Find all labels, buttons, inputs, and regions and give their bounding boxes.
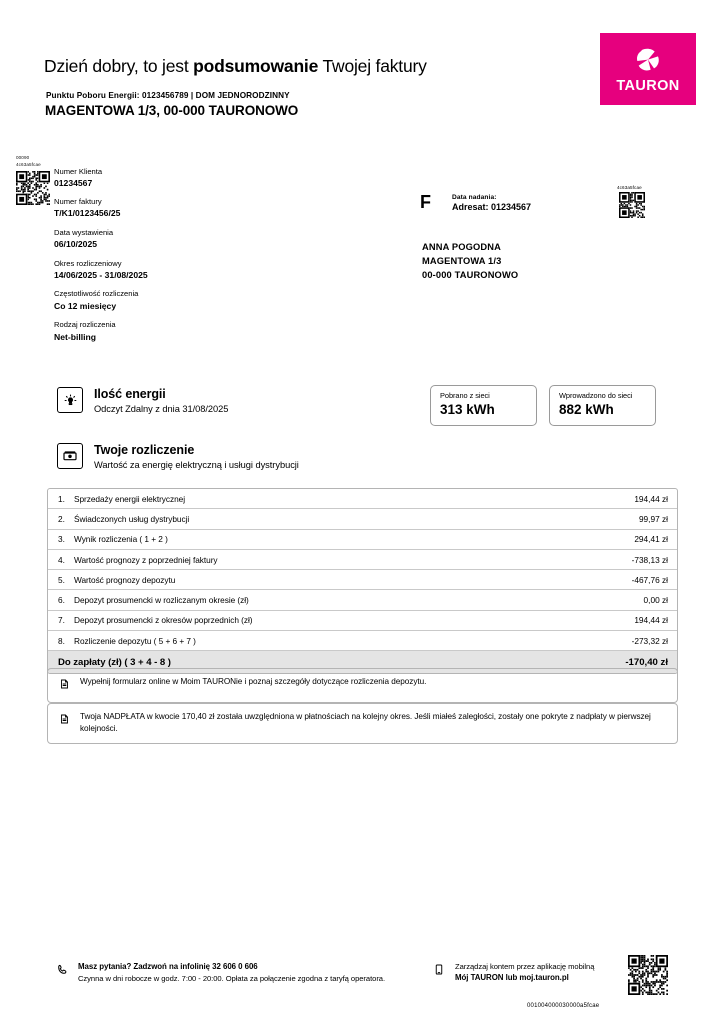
table-row [48,611,677,631]
table-row [48,570,677,590]
ppe-line: Punktu Poboru Energii: 0123456789 | DOM JEDNORODZINNY [46,91,290,100]
mail-class-mark: F [420,192,431,212]
row-amount: 99,97 zł [638,513,668,524]
detail-label: Data wystawienia [54,227,114,237]
mail-send-info [452,194,531,212]
phone-icon [56,962,71,983]
detail-billing-period [54,258,204,282]
title-emphasis: podsumowanie [193,56,319,76]
table-row [48,550,677,570]
footer-app-label: Zarządzaj kontem przez aplikację mobilną [455,962,595,971]
recipient-city: 00-000 TAURONOWO [422,269,519,280]
row-amount: 0,00 zł [643,595,668,606]
left-qr-code [16,171,50,205]
note-overpayment [47,703,678,744]
mobile-icon [433,962,448,982]
left-qr-caption [16,155,41,168]
table-row [48,530,677,550]
footer-contact-text [78,962,385,983]
detail-customer-number [54,166,204,190]
right-qr-caption: 4c63a5fcae [617,185,642,190]
right-qr-code [619,192,645,218]
page-title [44,56,427,77]
energy-title: Ilość energii [94,387,166,401]
detail-invoice-number [54,196,204,220]
addressee-number: Adresat: 01234567 [452,202,532,212]
detail-value: 14/06/2025 - 31/08/2025 [54,269,148,280]
footer-barcode-number: 001004000030000a5fcae [527,1003,600,1009]
row-amount: 194,44 zł [634,615,668,626]
footer-contact [56,962,385,983]
document-icon [58,711,72,730]
energy-section-header [57,387,228,414]
footer-qr-code [628,955,668,995]
send-date-label: Data nadania: [452,194,497,201]
note-text: Twoja NADPŁATA w kwocie 170,40 zł została uwzględniona w płatnościach na kolejny okres. Jeśli miałeś zaległości, zostały one pokryte z nadpłaty w pierwszej kolejności. [80,712,651,734]
energy-subtitle: Odczyt Zdalny z dnia 31/08/2025 [94,404,229,415]
detail-issue-date [54,227,204,251]
row-description: Rozliczenie depozytu ( 5 + 6 + 7 ) [74,635,196,646]
row-description: Depozyt prosumencki w rozliczanym okresie (zł) [74,595,249,606]
energy-fed-label: Wprowadzono do sieci [559,391,633,400]
footer-phone-hours: Czynna w dni robocze w godz. 7:00 - 20:00. Opłata za połączenie zgodna z taryfą operatora. [78,974,386,983]
total-description: Do zapłaty (zł) ( 3 + 4 - 8 ) [58,656,171,668]
row-number: 1. [58,493,65,504]
row-amount: -467,76 zł [631,574,668,585]
row-amount: 194,44 zł [634,493,668,504]
energy-fed-value: 882 kWh [559,402,614,417]
row-number: 2. [58,513,65,524]
footer-phone: Masz pytania? Zadzwoń na infolinię 32 606 0 606 [78,962,258,971]
recipient-address [422,241,518,282]
pinwheel-icon [631,45,665,75]
document-icon [58,676,72,695]
detail-label: Okres rozliczeniowy [54,258,122,268]
row-description: Wartość prognozy z poprzedniej faktury [74,554,218,565]
lightbulb-icon [57,387,83,413]
row-description: Wynik rozliczenia ( 1 + 2 ) [74,534,168,545]
table-row [48,631,677,651]
energy-taken-box [430,385,537,426]
total-amount: -170,40 zł [625,656,668,668]
detail-billing-frequency [54,288,204,312]
billing-table [47,488,678,674]
table-row [48,509,677,529]
service-address: MAGENTOWA 1/3, 00-000 TAURONOWO [45,103,299,118]
energy-section-text [94,387,228,414]
invoice-details [54,166,204,350]
banknote-icon [57,443,83,469]
left-qr-caption-line2: 4c63a5fcae [16,161,41,167]
recipient-street: MAGENTOWA 1/3 [422,255,502,266]
row-description: Sprzedaży energii elektrycznej [74,493,186,504]
energy-taken-label: Pobrano z sieci [440,391,490,400]
footer-app [433,962,594,982]
footer-app-name: Mój TAURON lub moj.tauron.pl [455,973,569,982]
recipient-name: ANNA POGODNA [422,242,501,252]
energy-taken-value: 313 kWh [440,402,495,417]
note-deposit-form [47,668,678,703]
detail-value: Net-billing [54,331,97,342]
note-text: Wypełnij formularz online w Moim TAURONie i poznaj szczegóły dotyczące rozliczenia depozytu. [80,677,427,686]
row-number: 8. [58,635,65,646]
detail-value: 06/10/2025 [54,239,98,250]
logo-text: TAURON [616,77,680,94]
settlement-subtitle: Wartość za energię elektryczną i usługi dystrybucji [94,460,299,471]
detail-label: Numer Klienta [54,167,103,176]
row-amount: -738,13 zł [631,554,668,565]
detail-value: 01234567 [54,178,93,189]
row-description: Depozyt prosumencki z okresów poprzednich (zł) [74,615,253,626]
row-number: 6. [58,595,65,606]
settlement-section-header [57,443,299,470]
title-part-1: Dzień dobry, to jest [44,56,194,76]
detail-billing-type [54,319,204,343]
row-number: 3. [58,534,65,545]
tauron-logo [600,33,696,105]
row-number: 7. [58,615,65,626]
row-number: 4. [58,554,65,565]
detail-value: T/K1/0123456/25 [54,208,121,219]
detail-value: Co 12 miesięcy [54,300,117,311]
row-description: Wartość prognozy depozytu [74,574,176,585]
left-qr-caption-line1: 00090 [16,155,30,160]
row-amount: 294,41 zł [634,534,668,545]
title-part-2: Twojej faktury [318,56,427,76]
table-row [48,489,677,509]
row-amount: -273,32 zł [631,635,668,646]
settlement-title: Twoje rozliczenie [94,443,195,457]
footer-app-text [455,962,594,982]
energy-fed-box [549,385,656,426]
row-description: Świadczonych usług dystrybucji [74,513,190,524]
row-number: 5. [58,574,65,585]
detail-label: Numer faktury [54,196,102,206]
settlement-section-text [94,443,299,470]
detail-label: Rodzaj rozliczenia [54,320,116,330]
detail-label: Częstotliwość rozliczenia [54,289,139,299]
table-row [48,590,677,610]
